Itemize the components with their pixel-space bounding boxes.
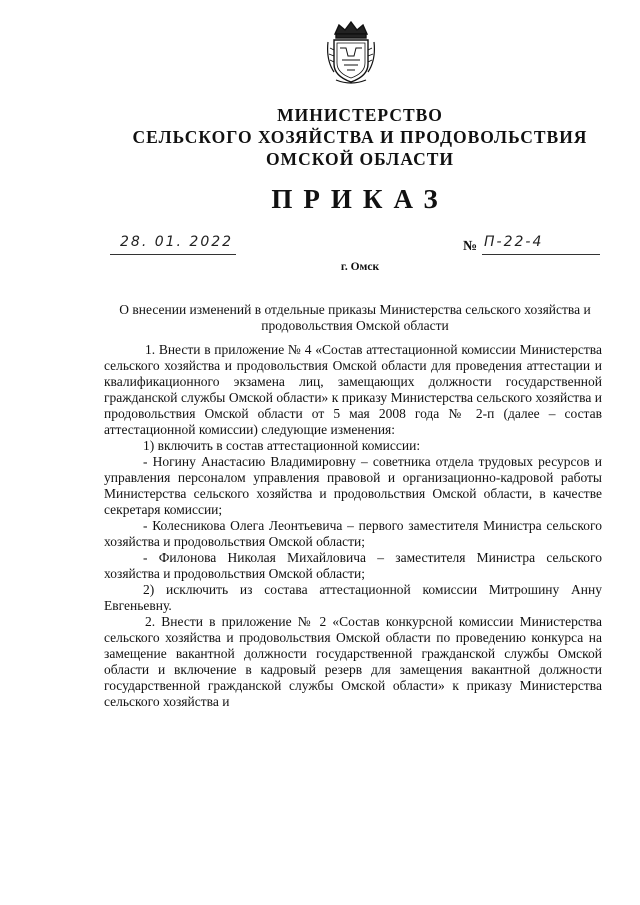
paragraph-1: 1. Внести в приложение № 4 «Состав аттестационной комиссии Министерства сельского хозяйства и продовольствия Омской области для проведения аттестации и квалификационного экзамена лиц, замещающих должности государственной гражданской службы Омской области» к приказу Министерства сельского хозяйства и продовольствия Омской области от 5 мая 2008 года № 2-п (далее – состав аттестационной комиссии) следующие изменения: <box>104 342 602 437</box>
order-subject: О внесении изменений в отдельные приказы Министерства сельского хозяйства и продовольствия Омской области <box>119 302 591 333</box>
paragraph-member-nogina: - Ногину Анастасию Владимировну – советника отдела трудовых ресурсов и управления персоналом управления правовой и организационно-кадровой работы Министерства сельского хозяйства и продовольствия Омской области, в качестве секретаря комиссии; <box>104 454 602 517</box>
document-type-title: ПРИКАЗ <box>271 184 449 214</box>
paragraph-1-item-2: 2) исключить из состава аттестационной комиссии Митрошину Анну Евгеньевну. <box>104 582 602 613</box>
city-label: г. Омск <box>340 261 380 273</box>
date-handwritten: 28. 01. 2022 <box>120 234 234 250</box>
ministry-name-line-2: СЕЛЬСКОГО ХОЗЯЙСТВА И ПРОДОВОЛЬСТВИЯ <box>132 127 588 147</box>
order-body <box>104 342 602 710</box>
paragraph-2: 2. Внести в приложение № 2 «Состав конкурсной комиссии Министерства сельского хозяйства и продовольствия Омской области по проведению конкурса на замещение вакантной должности государственной гражданской службы Омской области и включение в кадровый резерв для замещения вакантной должности государственной гражданской службы Омской области» к приказу Министерства сельского хозяйства и <box>104 614 602 709</box>
ministry-name-line-1: МИНИСТЕРСТВО <box>277 105 443 125</box>
ministry-name-line-3: ОМСКОЙ ОБЛАСТИ <box>265 149 455 169</box>
paragraph-member-kolesnikov: - Колесникова Олега Леонтьевича – первого заместителя Министра сельского хозяйства и продовольствия Омской области; <box>104 518 602 549</box>
date-underline <box>110 254 236 255</box>
number-underline <box>482 254 600 255</box>
paragraph-member-filonov: - Филонова Николая Михайловича – заместителя Министра сельского хозяйства и продовольствия Омской области; <box>104 550 602 581</box>
number-handwritten: П-22-4 <box>484 234 544 250</box>
omsk-oblast-coat-of-arms-icon <box>326 20 376 86</box>
paragraph-1-item-1: 1) включить в состав аттестационной комиссии: <box>143 438 421 453</box>
number-label: № <box>463 239 478 254</box>
